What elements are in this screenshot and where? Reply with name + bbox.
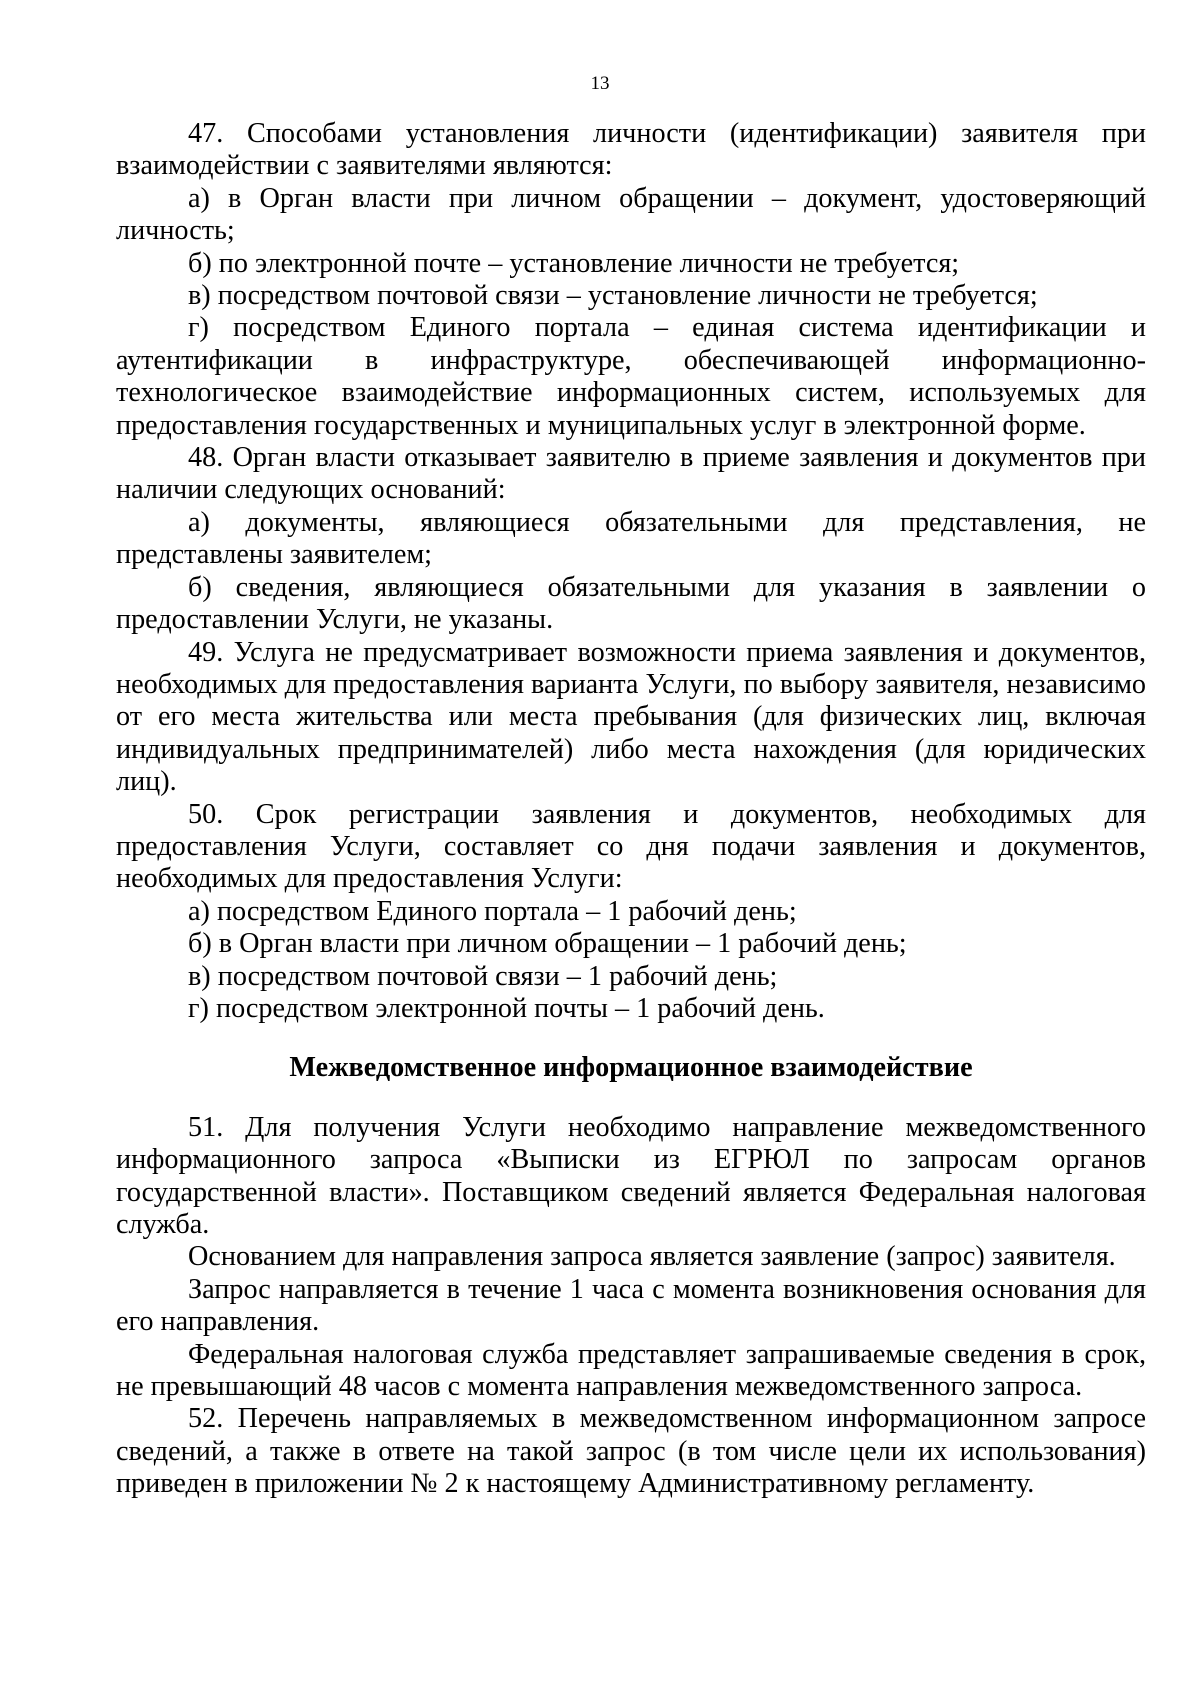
paragraph-50: 50. Срок регистрации заявления и документов, необходимых для предоставления Услуги, составляет со дня подачи заявления и документов, необходимых для предоставления Услуги:	[116, 798, 1146, 895]
paragraph-51: 51. Для получения Услуги необходимо направление межведомственного информационного запроса «Выписки из ЕГРЮЛ по запросам органов государственной власти». Поставщиком сведений является Федеральная налоговая служба.	[116, 1111, 1146, 1240]
section-heading: Межведомственное информационное взаимодействие	[289, 1052, 973, 1084]
list-item-50g: г) посредством электронной почты – 1 рабочий день.	[188, 992, 825, 1024]
list-item-47a: а) в Орган власти при личном обращении – документ, удостоверяющий личность;	[116, 182, 1146, 247]
paragraph-51-timing: Запрос направляется в течение 1 часа с момента возникновения основания для его направления.	[116, 1273, 1146, 1338]
list-item-47b: б) по электронной почте – установление личности не требуется;	[188, 247, 960, 279]
document-body	[116, 118, 1146, 1501]
page-number: 13	[590, 73, 610, 94]
paragraph-47: 47. Способами установления личности (идентификации) заявителя при взаимодействии с заявителями являются:	[116, 118, 1146, 182]
list-item-50b: б) в Орган власти при личном обращении – 1 рабочий день;	[188, 928, 907, 960]
list-item-48b: б) сведения, являющиеся обязательными для указания в заявлении о предоставлении Услуги, не указаны.	[116, 571, 1146, 636]
paragraph-51-response: Федеральная налоговая служба представляет запрашиваемые сведения в срок, не превышающий 48 часов с момента направления межведомственного запроса.	[116, 1338, 1146, 1403]
list-item-47g: г) посредством Единого портала – единая система идентификации и аутентификации в инфраструктуре, обеспечивающей информационно-технологическое взаимодействие информационных систем, используемых для предоставления государственных и муниципальных услуг в электронной форме.	[116, 312, 1146, 441]
paragraph-52: 52. Перечень направляемых в межведомственном информационном запросе сведений, а также в ответе на такой запрос (в том числе цели их использования) приведен в приложении № 2 к настоящему Административному регламенту.	[116, 1403, 1146, 1500]
paragraph-48: 48. Орган власти отказывает заявителю в приеме заявления и документов при наличии следующих оснований:	[116, 442, 1146, 506]
list-item-50a: а) посредством Единого портала – 1 рабочий день;	[188, 895, 797, 927]
list-item-50v: в) посредством почтовой связи – 1 рабочий день;	[188, 960, 778, 992]
paragraph-49: 49. Услуга не предусматривает возможности приема заявления и документов, необходимых для предоставления варианта Услуги, по выбору заявителя, независимо от его места жительства или места пребывания (для физических лиц, включая индивидуальных предпринимателей) либо места нахождения (для юридических лиц).	[116, 636, 1146, 798]
list-item-47v: в) посредством почтовой связи – установление личности не требуется;	[188, 280, 1038, 312]
list-item-48a: а) документы, являющиеся обязательными для представления, не представлены заявителем;	[116, 506, 1146, 571]
paragraph-51-basis: Основанием для направления запроса является заявление (запрос) заявителя.	[188, 1241, 1116, 1273]
